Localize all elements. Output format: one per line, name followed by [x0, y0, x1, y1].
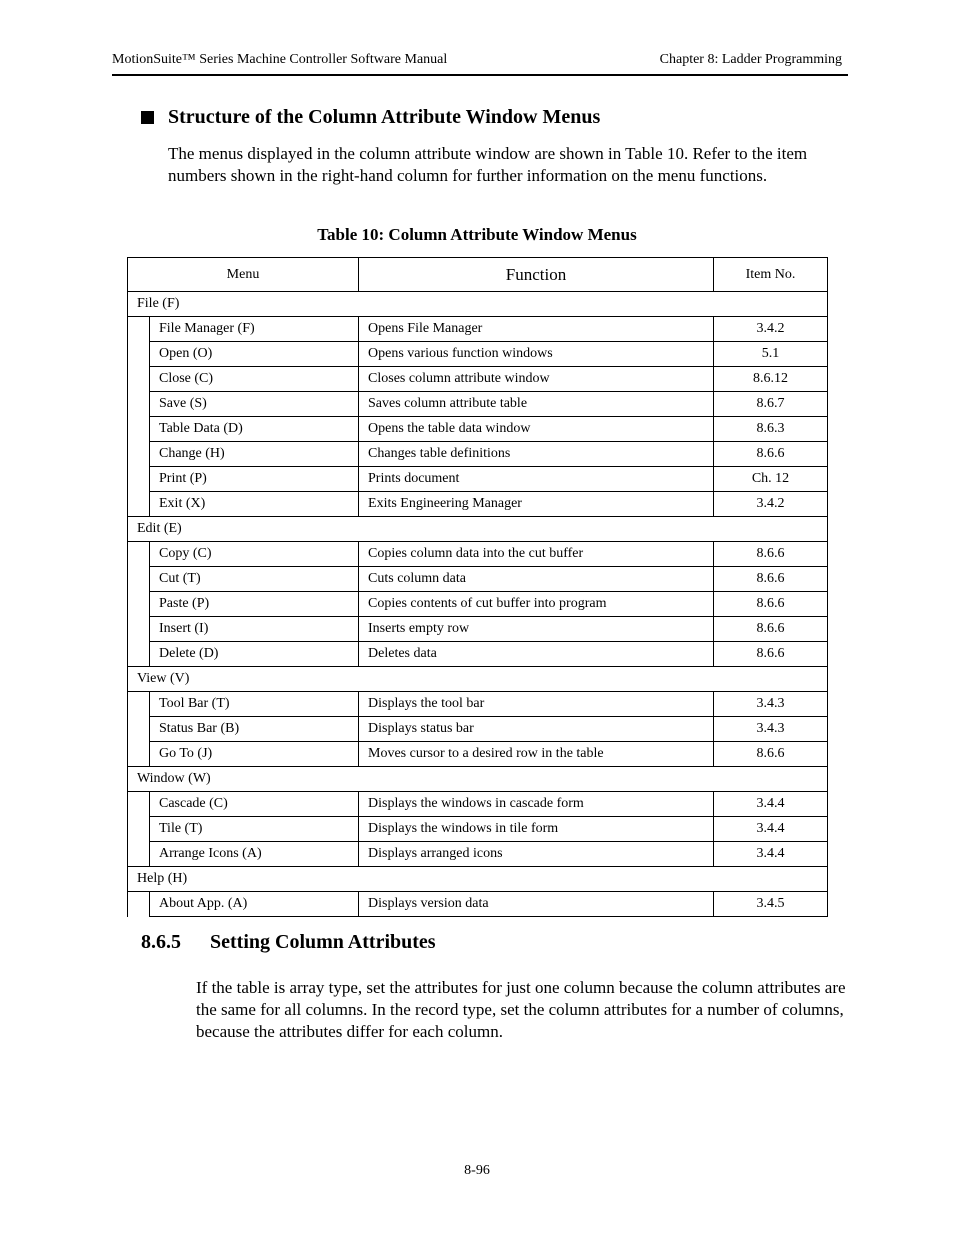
menu-group-name: Window (W): [128, 767, 828, 792]
subsection-title: Setting Column Attributes: [210, 931, 436, 953]
table-header-row: [128, 258, 828, 292]
item-no-cell: 8.6.6: [714, 592, 828, 617]
function-cell: Displays the tool bar: [359, 692, 714, 717]
item-no-cell: 8.6.6: [714, 567, 828, 592]
header-item-no: Item No.: [714, 258, 828, 292]
item-no-cell: 3.4.2: [714, 492, 828, 517]
function-cell: Moves cursor to a desired row in the table: [359, 742, 714, 767]
item-no-cell: 5.1: [714, 342, 828, 367]
item-no-cell: 8.6.12: [714, 367, 828, 392]
indent-cell: [128, 692, 150, 767]
table-row: [128, 342, 828, 367]
menu-item-cell: Go To (J): [150, 742, 359, 767]
menu-item-cell: Print (P): [150, 467, 359, 492]
item-no-cell: 8.6.7: [714, 392, 828, 417]
item-no-cell: 3.4.2: [714, 317, 828, 342]
menu-group-row: [128, 667, 828, 692]
section-title: Structure of the Column Attribute Window Menus: [168, 106, 601, 128]
item-no-cell: 8.6.6: [714, 442, 828, 467]
menu-item-cell: Copy (C): [150, 542, 359, 567]
table-caption: Table 10: Column Attribute Window Menus: [317, 225, 637, 244]
menu-item-cell: Arrange Icons (A): [150, 842, 359, 867]
menu-item-cell: Cascade (C): [150, 792, 359, 817]
function-cell: Inserts empty row: [359, 617, 714, 642]
function-cell: Opens File Manager: [359, 317, 714, 342]
subsection-heading: [141, 931, 436, 954]
menu-item-cell: Paste (P): [150, 592, 359, 617]
header-menu: Menu: [128, 258, 359, 292]
table-row: [128, 892, 828, 917]
function-cell: Saves column attribute table: [359, 392, 714, 417]
menu-group-row: [128, 867, 828, 892]
menu-group-name: Edit (E): [128, 517, 828, 542]
item-no-cell: 3.4.4: [714, 842, 828, 867]
menu-item-cell: Exit (X): [150, 492, 359, 517]
menu-item-cell: Status Bar (B): [150, 717, 359, 742]
menu-table: [127, 257, 828, 917]
subsection-number: 8.6.5: [141, 931, 181, 953]
menu-group-row: [128, 767, 828, 792]
item-no-cell: 3.4.5: [714, 892, 828, 917]
table-row: [128, 492, 828, 517]
item-no-cell: 3.4.3: [714, 692, 828, 717]
manual-title: MotionSuite™ Series Machine Controller Software Manual: [112, 52, 448, 67]
function-cell: Displays status bar: [359, 717, 714, 742]
function-cell: Copies contents of cut buffer into program: [359, 592, 714, 617]
function-cell: Cuts column data: [359, 567, 714, 592]
table-row: [128, 542, 828, 567]
table-row: [128, 842, 828, 867]
indent-cell: [128, 542, 150, 667]
function-cell: Exits Engineering Manager: [359, 492, 714, 517]
function-cell: Closes column attribute window: [359, 367, 714, 392]
menu-item-cell: Cut (T): [150, 567, 359, 592]
menu-item-cell: Table Data (D): [150, 417, 359, 442]
item-no-cell: 3.4.4: [714, 792, 828, 817]
menu-item-cell: Open (O): [150, 342, 359, 367]
table-row: [128, 742, 828, 767]
item-no-cell: 3.4.3: [714, 717, 828, 742]
menu-group-name: View (V): [128, 667, 828, 692]
item-no-cell: 8.6.6: [714, 542, 828, 567]
menu-item-cell: Tile (T): [150, 817, 359, 842]
table-row: [128, 817, 828, 842]
function-cell: Opens various function windows: [359, 342, 714, 367]
function-cell: Deletes data: [359, 642, 714, 667]
square-bullet-icon: [141, 111, 154, 124]
table-row: [128, 567, 828, 592]
header-function: Function: [359, 258, 714, 292]
table-row: [128, 717, 828, 742]
menu-item-cell: Tool Bar (T): [150, 692, 359, 717]
menu-item-cell: Close (C): [150, 367, 359, 392]
function-cell: Changes table definitions: [359, 442, 714, 467]
function-cell: Displays the windows in tile form: [359, 817, 714, 842]
table-row: [128, 792, 828, 817]
page-header: [112, 52, 848, 76]
item-no-cell: 8.6.6: [714, 642, 828, 667]
table-row: [128, 392, 828, 417]
function-cell: Displays arranged icons: [359, 842, 714, 867]
menu-item-cell: File Manager (F): [150, 317, 359, 342]
function-cell: Displays the windows in cascade form: [359, 792, 714, 817]
menu-item-cell: Delete (D): [150, 642, 359, 667]
table-row: [128, 592, 828, 617]
table-row: [128, 692, 828, 717]
table-row: [128, 317, 828, 342]
item-no-cell: Ch. 12: [714, 467, 828, 492]
menu-group-name: Help (H): [128, 867, 828, 892]
indent-cell: [128, 892, 150, 917]
menu-item-cell: About App. (A): [150, 892, 359, 917]
table-row: [128, 617, 828, 642]
table-row: [128, 467, 828, 492]
item-no-cell: 8.6.6: [714, 742, 828, 767]
indent-cell: [128, 317, 150, 517]
menu-group-row: [128, 517, 828, 542]
menu-item-cell: Save (S): [150, 392, 359, 417]
function-cell: Opens the table data window: [359, 417, 714, 442]
chapter-title: Chapter 8: Ladder Programming: [659, 52, 842, 67]
table-row: [128, 442, 828, 467]
function-cell: Prints document: [359, 467, 714, 492]
item-no-cell: 8.6.3: [714, 417, 828, 442]
body-paragraph: If the table is array type, set the attributes for just one column because the column attributes are the same for all columns. In the record type, set the column attributes for a number of columns, because the attributes differ for each column.: [196, 978, 846, 1041]
table-row: [128, 642, 828, 667]
menu-group-row: [128, 292, 828, 317]
intro-paragraph: The menus displayed in the column attribute window are shown in Table 10. Refer to the item numbers shown in the right-hand column for further information on the menu functions.: [168, 144, 808, 185]
indent-cell: [128, 792, 150, 867]
menu-item-cell: Insert (I): [150, 617, 359, 642]
function-cell: Displays version data: [359, 892, 714, 917]
section-heading: [141, 106, 600, 129]
menu-group-name: File (F): [128, 292, 828, 317]
menu-item-cell: Change (H): [150, 442, 359, 467]
page-number: 8-96: [464, 1163, 490, 1178]
item-no-cell: 8.6.6: [714, 617, 828, 642]
item-no-cell: 3.4.4: [714, 817, 828, 842]
table-row: [128, 367, 828, 392]
function-cell: Copies column data into the cut buffer: [359, 542, 714, 567]
table-row: [128, 417, 828, 442]
